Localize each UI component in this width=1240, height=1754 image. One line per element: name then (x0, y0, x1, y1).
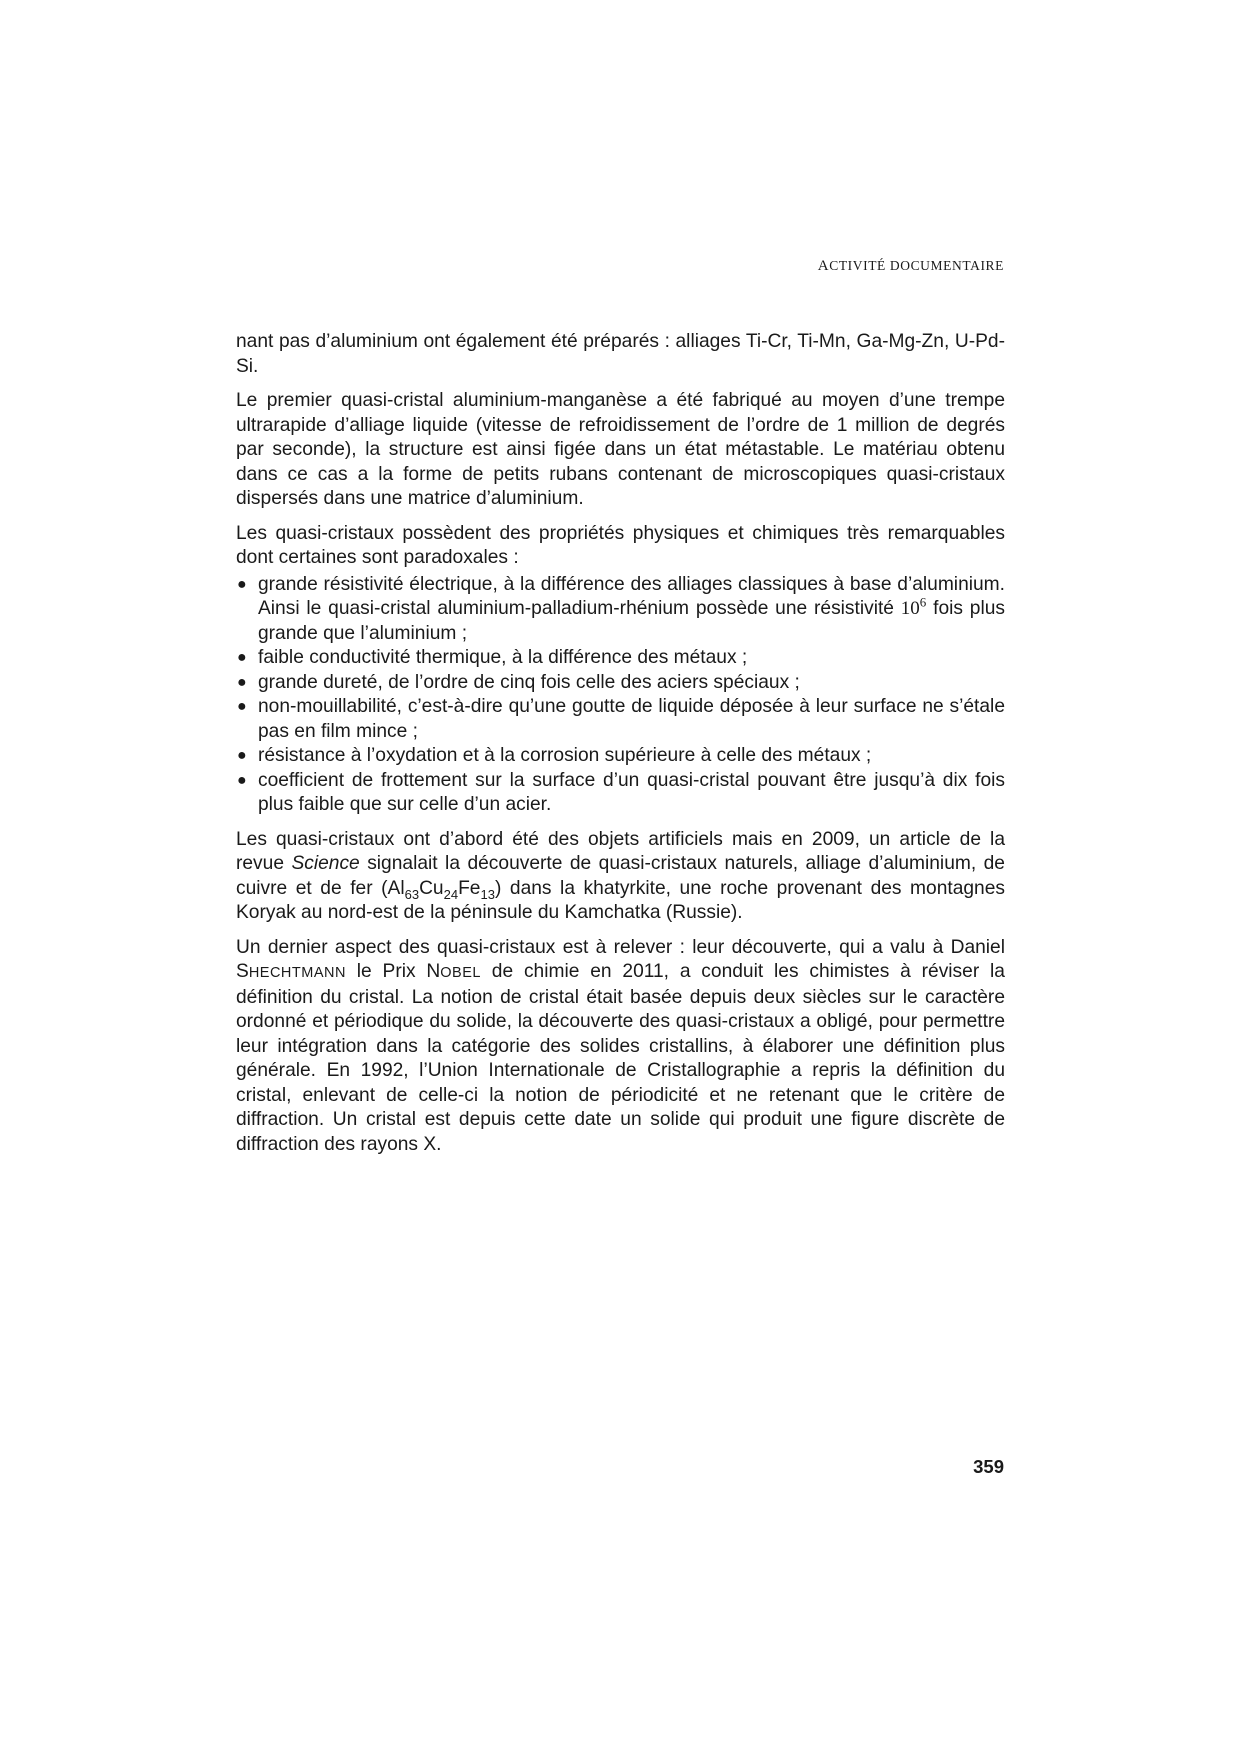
power-exponent: 6 (919, 594, 927, 610)
paragraph-3: Les quasi-cristaux possèdent des propriétés physiques et chimiques très remarquables dont certaines sont paradoxales : (236, 522, 1005, 568)
list-item-text: grande résistivité électrique, à la différence des alliages classiques à base d’aluminium. Ainsi le quasi-cristal aluminium-palladium-rhénium possède une résistivité (258, 573, 1005, 619)
list-item (236, 573, 1005, 647)
paragraph-5-text-a: Un dernier aspect des quasi-cristaux est à relever : leur découverte, qui a valu à Daniel (236, 936, 1005, 958)
chemical-formula (387, 877, 495, 902)
paragraph-4 (236, 828, 1005, 926)
bullet-icon: ● (237, 673, 247, 691)
person-name-shechtmann (236, 961, 346, 982)
name-initial: S (236, 961, 249, 982)
name-rest: OBEL (440, 965, 481, 981)
list-item-text: grande dureté, de l’ordre de cinq fois celle des aciers spéciaux ; (258, 671, 800, 693)
bullet-icon: ● (237, 747, 247, 764)
running-head (818, 258, 1004, 275)
page-number: 359 (973, 1456, 1004, 1477)
element-al: Al (387, 877, 405, 899)
paragraph-1: nant pas d’aluminium ont également été préparés : alliages Ti-Cr, Ti-Mn, Ga-Mg-Zn, U-Pd-Si. (236, 331, 1005, 377)
name-initial: N (426, 961, 441, 982)
list-item (236, 646, 1005, 671)
paragraph-4-text-a: Les quasi-cristaux ont d’abord été des objets artificiels mais en 2009, un article de la revue (236, 828, 1005, 874)
resistivity-factor (900, 594, 927, 619)
prize-name-nobel (426, 961, 481, 982)
paragraph-5-text-c: de chimie en 2011, a conduit les chimistes à réviser la définition du cristal. La notion de cristal était basée depuis deux siècles sur le caractère ordonné et périodique du solide, la découverte des quasi-cristaux a obligé, pour permettre leur intégration dans la catégorie des solides cristallins, à élaborer une définition plus générale. En 1992, l’Union Internationale de Cristallographie a repris la définition du cristal, enlevant de celle-ci la notion de périodicité et ne retenant que le critère de diffraction. Un cristal est depuis cette date un solide qui produit une figure discrète de diffraction des rayons X. (236, 961, 1005, 1155)
paragraph-2: Le premier quasi-cristal aluminium-manganèse a été fabriqué au moyen d’une trempe ultrarapide d’alliage liquide (vitesse de refroidissement de l’ordre de 1 million de degrés par seconde), la structure est ainsi figée dans un état métastable. Le matériau obtenu dans ce cas a la forme de petits rubans contenant de microscopiques quasi-cristaux dispersés dans une matrice d’aluminium. (236, 390, 1005, 509)
element-cu: Cu (419, 877, 444, 899)
bullet-icon: ● (237, 698, 247, 715)
paragraph-4-text-b: signalait la découverte de quasi-cristaux naturels, alliage d’aluminium, de cuivre et de fer ( (236, 853, 1005, 899)
list-item (236, 744, 1005, 769)
properties-list (236, 573, 1005, 818)
subscript-al: 63 (404, 886, 420, 902)
list-item (236, 769, 1005, 818)
list-item-text: fois plus grande que l’aluminium ; (258, 598, 1005, 644)
list-item (236, 695, 1005, 744)
paragraph-5 (236, 936, 1005, 1158)
main-text (236, 330, 1005, 1167)
list-item-text: coefficient de frottement sur la surface d’un quasi-cristal pouvant être jusqu’à dix fois plus faible que sur celle d’un acier. (258, 769, 1005, 815)
subscript-cu: 24 (443, 886, 459, 902)
bullet-icon: ● (237, 649, 247, 666)
power-base: 10 (900, 598, 920, 619)
bullet-icon: ● (237, 771, 247, 789)
paragraph-5-text-b: le Prix (356, 961, 416, 982)
journal-name: Science (291, 853, 360, 874)
list-item-text: résistance à l’oxydation et à la corrosion supérieure à celle des métaux ; (258, 745, 872, 766)
paragraph-4-text-c: ) dans la khatyrkite, une roche provenant des montagnes Koryak au nord-est de la péninsule du Kamchatka (Russie). (236, 877, 1005, 923)
running-head-initial: A (817, 258, 830, 274)
list-item-text: non-mouillabilité, c’est-à-dire qu’une goutte de liquide déposée à leur surface ne s’étale pas en film mince ; (258, 696, 1005, 742)
subscript-fe: 13 (480, 886, 495, 902)
element-fe: Fe (458, 877, 481, 899)
bullet-icon: ● (237, 575, 247, 593)
running-head-rest: CTIVITÉ DOCUMENTAIRE (829, 258, 1004, 273)
list-item (236, 671, 1005, 696)
name-rest: HECHTMANN (248, 965, 346, 981)
list-item-text: faible conductivité thermique, à la différence des métaux ; (258, 647, 748, 668)
